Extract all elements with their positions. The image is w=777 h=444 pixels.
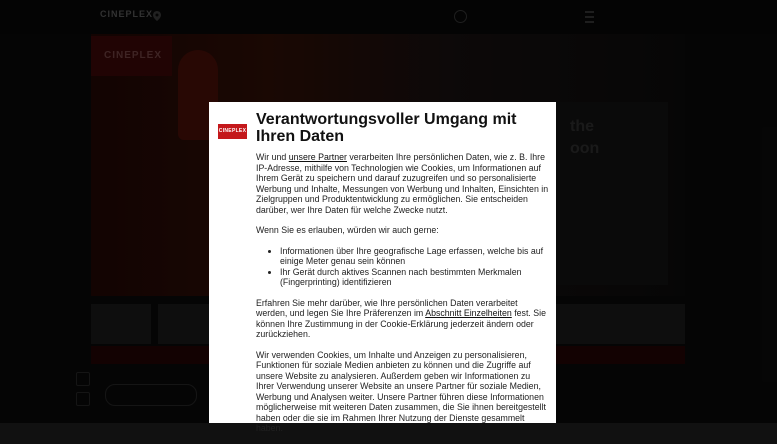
details-text-start: Erfahren Sie mehr darüber, wie Ihre persönlichen Daten verarbeitet werden, und legen Sie Ihre Präferenzen im [256, 297, 518, 318]
cookies-paragraph: Wir verwenden Cookies, um Inhalte und Anzeigen zu personalisieren, Funktionen für soziale Medien anbieten zu können und die Zugriffe auf unsere Website zu analysieren. Außerdem geben wir Informationen zu Ihrer Verwendung unserer Website an unsere Partner für soziale Medien, Werbung und Analysen weiter. Unsere Partner führen diese Informationen möglicherweise mit weiteren Daten zusammen, die Sie ihnen bereitgestellt haben oder die sie im Rahmen Ihrer Nutzung der Dienste gesammelt haben. [256, 349, 546, 433]
list-item: • Ihr Gerät durch aktives Scannen nach bestimmten Merkmalen (Fingerprinting) identifizieren [280, 267, 550, 288]
details-text-end: fest. Sie können Ihre Zustimmung in der Cookie-Erklärung jederzeit ändern oder zurückziehen. [256, 308, 546, 339]
cookie-consent-dialog [209, 102, 556, 433]
dialog-body [256, 152, 550, 444]
permission-list [256, 246, 550, 288]
partners-link[interactable]: unsere Partner [288, 152, 347, 162]
details-paragraph [256, 298, 550, 340]
intro-text-end: verarbeiten Ihre persönlichen Daten, wie z. B. Ihre IP-Adresse, mithilfe von Technologien wie Cookies, um Informationen auf Ihrem Gerät zu speichern und darauf zuzugreifen und so personalisierte Werbung und Inhalte, Messungen von Werbung und Inhalten, Einsichten in Zielgruppen und Produktentwicklung zu ermöglichen. Sie entscheiden darüber, wer Ihre Daten für welche Zwecke nutzt. [256, 152, 549, 215]
cineplex-logo: CINEPLEX [218, 124, 247, 139]
dialog-title: Verantwortungsvoller Umgang mit Ihren Daten [256, 111, 517, 145]
permission-paragraph: Wenn Sie es erlauben, würden wir auch gerne: [256, 225, 439, 235]
intro-paragraph [256, 152, 550, 215]
details-section-link[interactable]: Abschnitt Einzelheiten [425, 308, 512, 318]
intro-text-start: Wir und [256, 152, 289, 162]
list-item: • Informationen über Ihre geografische Lage erfassen, welche bis auf einige Meter genau sein können [280, 246, 550, 267]
